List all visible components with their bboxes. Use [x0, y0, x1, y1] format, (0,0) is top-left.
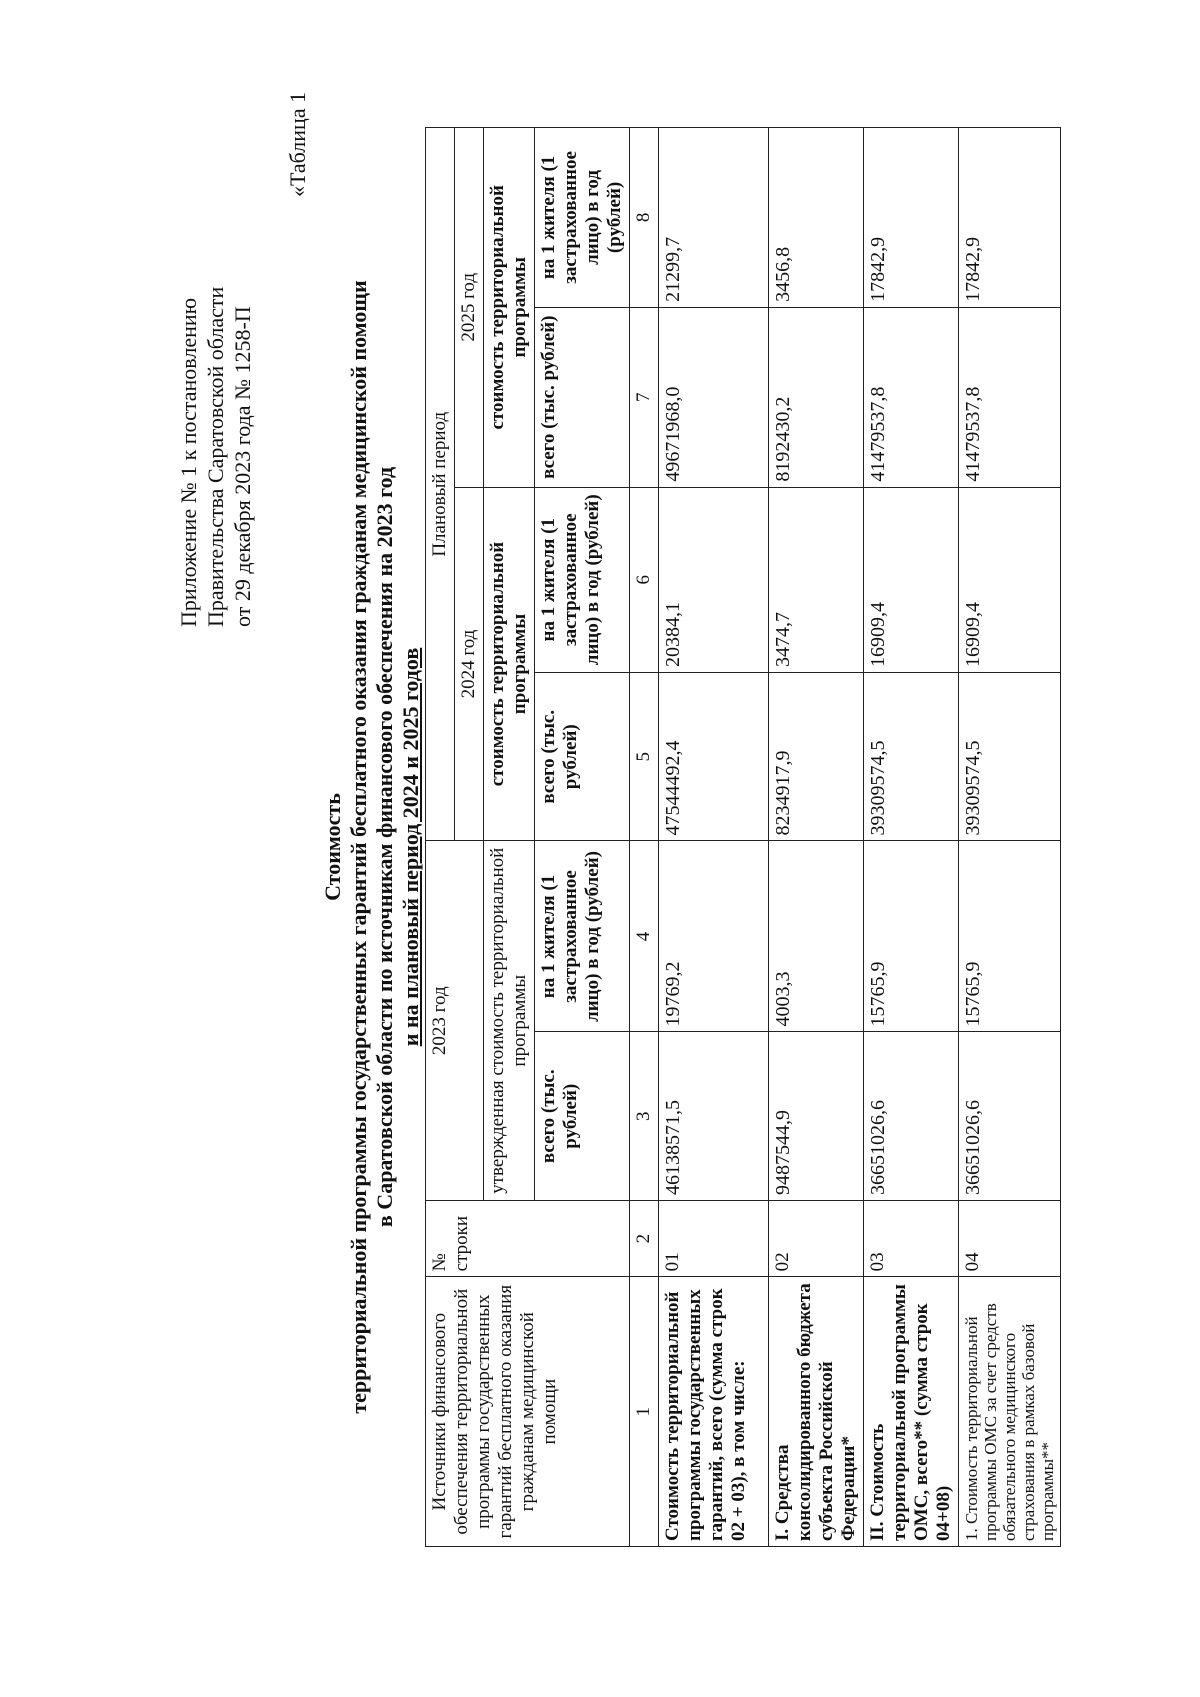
row-number: 03: [864, 1200, 959, 1276]
cell-value: 15765,9: [864, 841, 959, 1032]
header-planned-period: Плановый период: [426, 128, 455, 841]
cell-value: 46138571,5: [659, 1032, 769, 1201]
approval-line-2: Правительства Саратовской области: [203, 286, 228, 627]
row-number: 04: [959, 1200, 1061, 1276]
cell-value: 47544492,4: [659, 672, 769, 841]
row-number: 01: [659, 1200, 769, 1276]
header-per-capita-2025: на 1 жителя (1 застрахованное лицо) в год (рублей): [535, 128, 630, 308]
cell-value: 17842,9: [864, 128, 959, 308]
cell-value: 8234917,9: [769, 672, 864, 841]
table-row: [959, 128, 1061, 1547]
cell-value: 3456,8: [769, 128, 864, 308]
header-2023: 2023 год: [426, 841, 484, 1201]
document-title: [320, 277, 424, 1417]
cell-value: 16909,4: [959, 487, 1061, 672]
cell-value: 15765,9: [959, 841, 1061, 1032]
cell-value: 36651026,6: [959, 1032, 1061, 1201]
col-num: 5: [630, 672, 659, 841]
title-line-3: в Саратовской области по источникам финансового обеспечения на 2023 год: [372, 466, 397, 1228]
col-num: 2: [630, 1200, 659, 1276]
approval-line-1: Приложение № 1 к постановлению: [176, 297, 201, 627]
row-source: II. Стоимость территориальной программы ОМС, всего** (сумма строк 04+08): [864, 1277, 959, 1547]
row-source: I. Средства консолидированного бюджета субъекта Российской Федерации*: [769, 1277, 864, 1547]
col-num: 6: [630, 487, 659, 672]
table-row: [659, 128, 769, 1547]
cell-value: 9487544,9: [769, 1032, 864, 1201]
cell-value: 3474,7: [769, 487, 864, 672]
header-row-no: № строки: [426, 1200, 630, 1276]
col-num: 3: [630, 1032, 659, 1201]
header-2024: 2024 год: [455, 487, 484, 841]
header-total-2025: всего (тыс. рублей): [535, 307, 630, 487]
col-num: 7: [630, 307, 659, 487]
header-2025: 2025 год: [455, 128, 484, 488]
table-row: [769, 128, 864, 1547]
header-total-2023: всего (тыс. рублей): [535, 1032, 630, 1201]
title-line-4: и на плановый период 2024 и 2025 годов: [398, 647, 423, 1047]
approval-note: [175, 87, 256, 627]
cell-value: 20384,1: [659, 487, 769, 672]
col-num: 1: [630, 1277, 659, 1547]
table-row: [864, 128, 959, 1547]
cell-value: 36651026,6: [864, 1032, 959, 1201]
col-num: 4: [630, 841, 659, 1032]
row-number: 02: [769, 1200, 864, 1276]
row-source: 1. Стоимость территориальной программы ОМС за счет средств обязательного медицинского страхования в рамках базовой программы**: [959, 1277, 1061, 1547]
row-source: Стоимость территориальной программы государственных гарантий, всего (сумма строк 02 + 03), в том числе:: [659, 1277, 769, 1547]
cell-value: 17842,9: [959, 128, 1061, 308]
table-number: «Таблица 1: [285, 91, 310, 197]
title-line-1: Стоимость: [320, 793, 345, 901]
cell-value: 19769,2: [659, 841, 769, 1032]
col-num: 8: [630, 128, 659, 308]
title-line-2: территориальной программы государственных гарантий бесплатного оказания гражданам медицинской помощи: [346, 280, 371, 1414]
cell-value: 39309574,5: [864, 672, 959, 841]
column-number-row: [630, 128, 659, 1547]
cell-value: 49671968,0: [659, 307, 769, 487]
header-cost-2024: стоимость территориальной программы: [484, 487, 535, 841]
cell-value: 8192430,2: [769, 307, 864, 487]
cell-value: 16909,4: [864, 487, 959, 672]
header-per-capita-2023: на 1 жителя (1 застрахованное лицо) в год (рублей): [535, 841, 630, 1032]
cost-table: [425, 127, 1061, 1547]
header-total-2024: всего (тыс. рублей): [535, 672, 630, 841]
header-cost-2025: стоимость территориальной программы: [484, 128, 535, 488]
approval-line-3: от 29 декабря 2023 года № 1258-П: [230, 306, 255, 627]
cell-value: 21299,7: [659, 128, 769, 308]
cell-value: 41479537,8: [864, 307, 959, 487]
header-per-capita-2024: на 1 жителя (1 застрахованное лицо) в год (рублей): [535, 487, 630, 672]
cell-value: 39309574,5: [959, 672, 1061, 841]
cell-value: 4003,3: [769, 841, 864, 1032]
header-approved-cost: утвержденная стоимость территориальной программы: [484, 841, 535, 1201]
cell-value: 41479537,8: [959, 307, 1061, 487]
header-source: Источники финансового обеспечения территориальной программы государственных гарантий бесплатного оказания гражданам медицинской помощи: [426, 1277, 630, 1547]
